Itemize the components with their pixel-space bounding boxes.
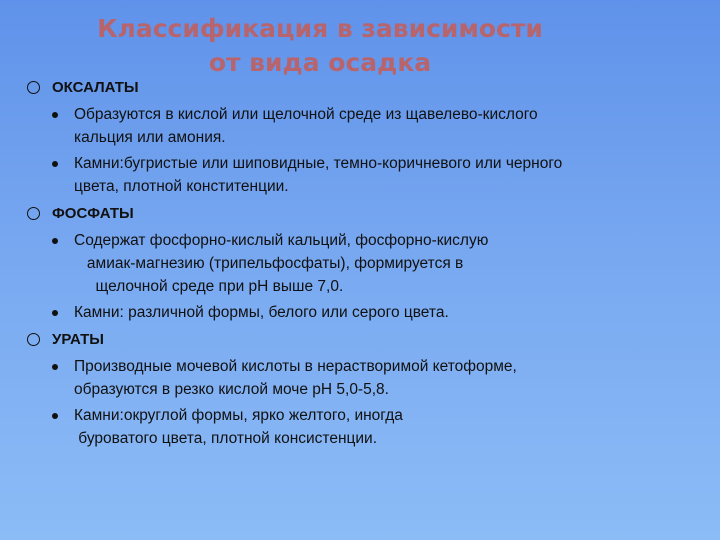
section-oxalates	[24, 76, 704, 198]
list-item	[24, 404, 704, 450]
bullet-dot-icon	[52, 364, 58, 370]
list-item-line: амиак-магнезию (трипельфосфаты), формируется в	[74, 255, 464, 272]
list-item-line: цвета, плотной конститенции.	[74, 178, 289, 195]
list-item-line: кальция или амония.	[74, 129, 226, 146]
title-line-1: Классификация в зависимости	[97, 14, 543, 43]
section-heading	[24, 202, 704, 226]
bullet-dot-icon	[52, 310, 58, 316]
list-item-line: Камни:округлой формы, ярко желтого, иногда	[74, 407, 403, 424]
bullet-list	[24, 72, 704, 450]
bullet-dot-icon	[52, 413, 58, 419]
list-item	[24, 152, 704, 198]
list-item	[24, 355, 704, 401]
list-item-line: Камни:бугристые или шиповидные, темно-коричневого или черного	[74, 155, 563, 172]
bullet-dot-icon	[52, 238, 58, 244]
list-item-line: буроватого цвета, плотной консистенции.	[74, 430, 378, 447]
section-heading-text: ОКСАЛАТЫ	[52, 79, 139, 96]
list-item-line: Образуются в кислой или щелочной среде из щавелево-кислого	[74, 106, 538, 123]
section-urates	[24, 328, 704, 450]
slide-title	[60, 12, 580, 80]
hollow-circle-bullet-icon	[27, 207, 40, 220]
list-item-line: образуются в резко кислой моче рН 5,0-5,8.	[74, 381, 389, 398]
section-heading-text: УРАТЫ	[52, 331, 104, 348]
list-item	[24, 301, 704, 324]
list-item	[24, 103, 704, 149]
list-item-line: щелочной среде при рН выше 7,0.	[74, 278, 344, 295]
list-item-line: Производные мочевой кислоты в нерастворимой кетоформе,	[74, 358, 517, 375]
section-phosphates	[24, 202, 704, 324]
list-item-line: Камни: различной формы, белого или серого цвета.	[74, 304, 449, 321]
section-heading-text: ФОСФАТЫ	[52, 205, 134, 222]
bullet-dot-icon	[52, 161, 58, 167]
section-heading	[24, 76, 704, 100]
hollow-circle-bullet-icon	[27, 333, 40, 346]
list-item	[24, 229, 704, 298]
bullet-dot-icon	[52, 112, 58, 118]
title-line-2: от вида осадка	[208, 48, 432, 77]
list-item-line: Содержат фосфорно-кислый кальций, фосфорно-кислую	[74, 232, 489, 249]
section-heading	[24, 328, 704, 352]
hollow-circle-bullet-icon	[27, 81, 40, 94]
